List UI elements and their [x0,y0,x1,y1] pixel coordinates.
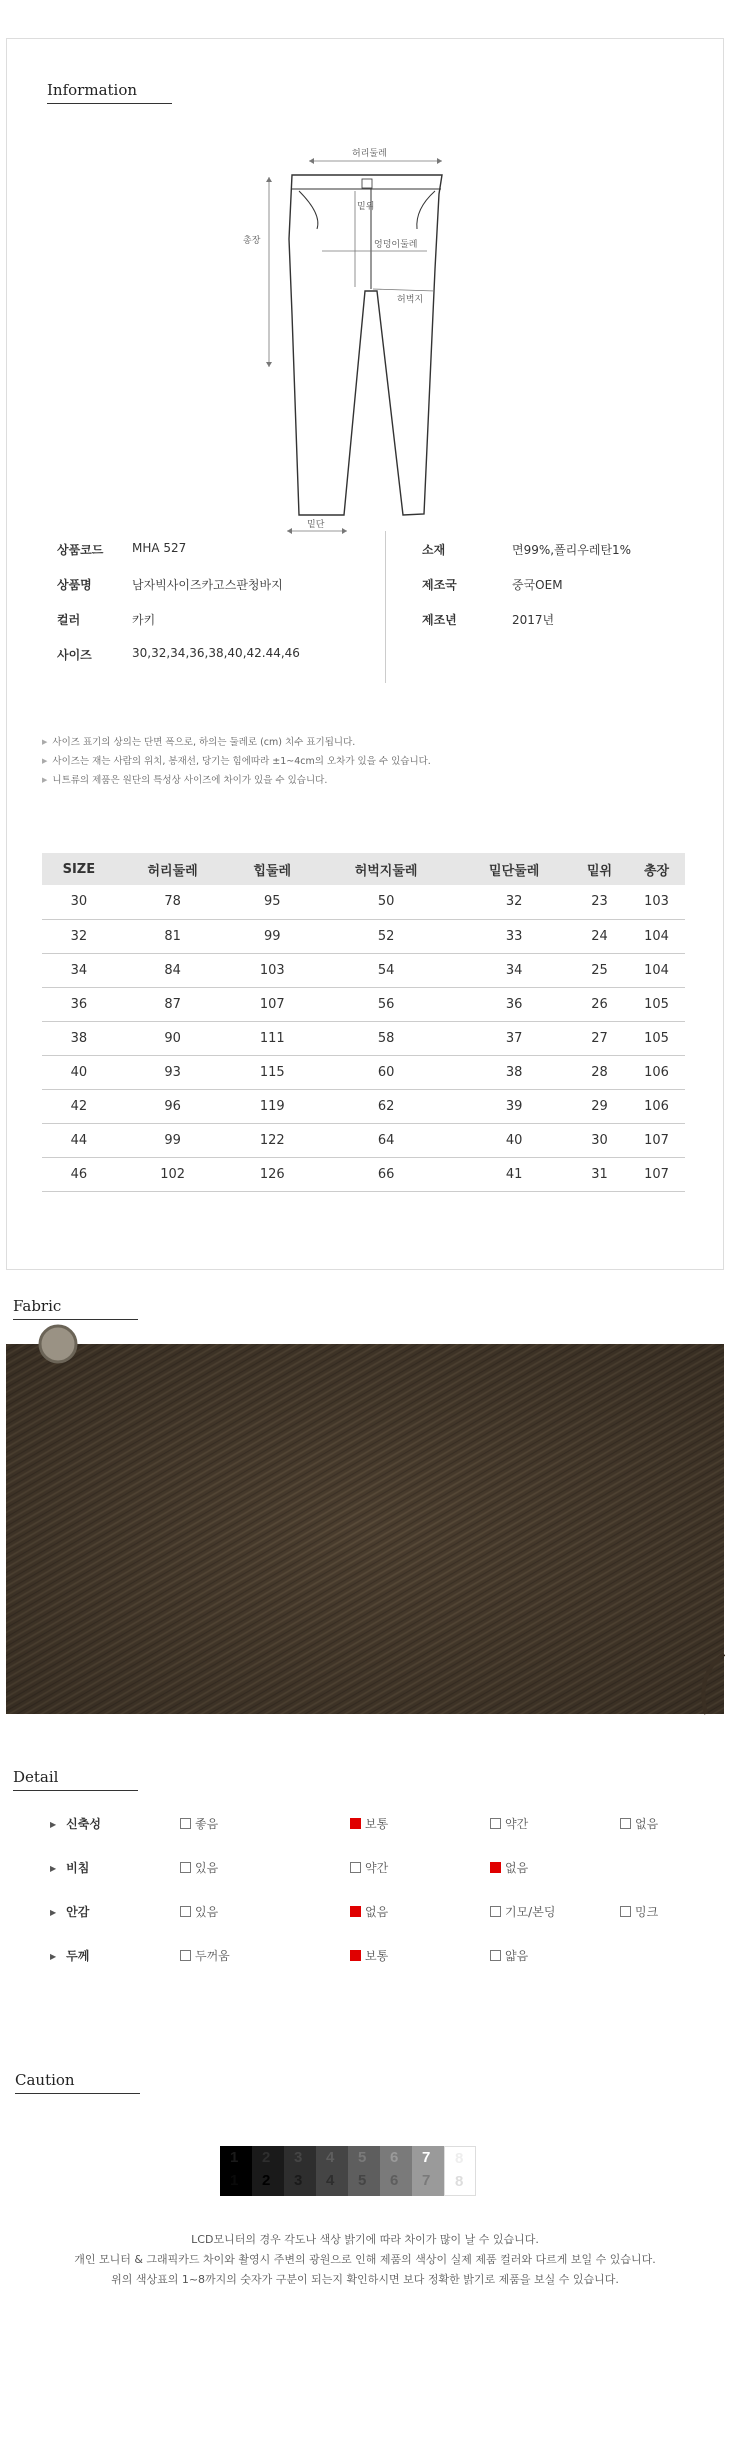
size-cell: 34 [457,953,571,987]
detail-option-label: 있음 [195,1861,219,1875]
size-cell: 60 [315,1055,457,1089]
scale-cell [284,2146,316,2196]
size-cell: 104 [628,919,685,953]
scale-number: 3 [294,2172,303,2189]
size-cell: 99 [116,1123,230,1157]
size-table [42,853,685,1192]
note-item: ▶ 니트류의 제품은 원단의 특성상 사이즈에 차이가 있을 수 있습니다. [42,771,431,790]
size-cell: 38 [457,1055,571,1089]
size-row [42,1089,685,1123]
detail-option-label: 보통 [365,1949,389,1963]
size-cell: 93 [116,1055,230,1089]
checkbox-empty-icon [180,1950,191,1961]
checkbox-empty-icon [490,1818,501,1829]
caution-text [0,2230,730,2290]
detail-option [490,1947,528,1964]
spec-code-value: MHA 527 [132,541,187,555]
checkbox-empty-icon [490,1906,501,1917]
scale-number: 6 [390,2172,399,2189]
size-cell: 84 [116,953,230,987]
size-table-header [42,853,685,885]
detail-option-label: 없음 [505,1861,529,1875]
size-cell: 96 [116,1089,230,1123]
scale-number: 4 [326,2149,335,2166]
size-cell: 105 [628,987,685,1021]
spec-country-label: 제조국 [422,578,457,592]
scale-cell [444,2146,476,2196]
spec-code-label: 상품코드 [57,543,104,557]
detail-row [50,1903,690,1947]
checkbox-empty-icon [180,1906,191,1917]
size-cell: 39 [457,1089,571,1123]
detail-label: ▶ 안감 [50,1903,89,1920]
checkbox-empty-icon [620,1818,631,1829]
size-cell: 36 [457,987,571,1021]
spec-size-value: 30,32,34,36,38,40,42.44,46 [132,646,300,660]
size-cell: 33 [457,919,571,953]
checkbox-checked-icon [350,1818,361,1829]
spec-material-value: 면99%,폴리우레탄1% [512,543,632,557]
detail-option-label: 있음 [195,1905,219,1919]
scale-number: 7 [422,2172,431,2189]
detail-option-label: 밍크 [635,1905,659,1919]
size-cell: 115 [230,1055,315,1089]
spec-size-label: 사이즈 [57,648,92,662]
scale-number: 3 [294,2149,303,2166]
detail-option-label: 보통 [365,1817,389,1831]
spec-name-value: 남자빅사이즈카고스판청바지 [132,578,283,592]
detail-panel [50,1815,690,1991]
size-cell: 54 [315,953,457,987]
size-cell: 31 [571,1157,628,1191]
size-row [42,953,685,987]
length-label: 총장 [243,236,261,246]
scale-cell [220,2146,252,2196]
size-cell: 42 [42,1089,116,1123]
checkbox-empty-icon [180,1818,191,1829]
size-cell: 78 [116,885,230,919]
size-cell: 62 [315,1089,457,1123]
size-cell: 37 [457,1021,571,1055]
size-cell: 107 [628,1123,685,1157]
size-cell: 28 [571,1055,628,1089]
size-cell: 41 [457,1157,571,1191]
spec-country-value: 중국OEM [512,578,563,592]
checkbox-empty-icon [620,1906,631,1917]
size-cell: 103 [628,885,685,919]
spec-color-value: 카키 [132,613,156,627]
size-cell: 30 [571,1123,628,1157]
detail-option-label: 두꺼움 [195,1949,230,1963]
size-cell: 106 [628,1055,685,1089]
checkbox-checked-icon [350,1906,361,1917]
size-cell: 105 [628,1021,685,1055]
size-cell: 25 [571,953,628,987]
size-cell: 29 [571,1089,628,1123]
hip-label: 엉덩이둘레 [374,240,418,250]
size-cell: 40 [42,1055,116,1089]
detail-row [50,1947,690,1991]
size-cell: 23 [571,885,628,919]
detail-option [620,1815,658,1832]
col-hip: 힙둘레 [230,853,315,885]
note-item: ▶ 사이즈 표기의 상의는 단면 폭으로, 하의는 둘레로 (cm) 치수 표기됩니다. [42,733,431,752]
size-cell: 102 [116,1157,230,1191]
col-rise: 밑위 [571,853,628,885]
spec-divider [385,531,386,683]
size-row [42,1021,685,1055]
detail-option-label: 없음 [635,1817,659,1831]
size-cell: 104 [628,953,685,987]
scale-number: 4 [326,2172,335,2189]
size-cell: 58 [315,1021,457,1055]
spec-color-label: 컬러 [57,613,81,627]
scale-number: 7 [422,2149,431,2166]
size-cell: 111 [230,1021,315,1055]
col-thigh: 허벅지둘레 [315,853,457,885]
size-cell: 38 [42,1021,116,1055]
detail-option [620,1903,658,1920]
size-cell: 26 [571,987,628,1021]
size-cell: 107 [230,987,315,1021]
size-cell: 122 [230,1123,315,1157]
size-cell: 103 [230,953,315,987]
detail-option [350,1947,388,1964]
scale-number: 1 [230,2172,239,2189]
information-title: Information [47,81,172,104]
size-cell: 95 [230,885,315,919]
size-cell: 99 [230,919,315,953]
checkbox-empty-icon [180,1862,191,1873]
col-waist: 허리둘레 [116,853,230,885]
size-cell: 32 [457,885,571,919]
detail-option-label: 약간 [505,1817,529,1831]
detail-option [180,1903,218,1920]
size-cell: 32 [42,919,116,953]
size-cell: 90 [116,1021,230,1055]
size-cell: 119 [230,1089,315,1123]
checkbox-checked-icon [350,1950,361,1961]
size-cell: 30 [42,885,116,919]
size-cell: 107 [628,1157,685,1191]
thigh-label: 허벅지 [397,295,424,305]
scale-number: 6 [390,2149,399,2166]
detail-option-label: 기모/본딩 [505,1905,556,1919]
size-row [42,987,685,1021]
size-cell: 50 [315,885,457,919]
pants-diagram [243,139,477,554]
note-item: ▶ 사이즈는 재는 사람의 위치, 봉재선, 당기는 힘에따라 ±1~4cm의 오차가 있을 수 있습니다. [42,752,431,771]
detail-option [350,1815,388,1832]
size-cell: 66 [315,1157,457,1191]
waist-label: 허리둘레 [352,149,387,159]
scale-cell [252,2146,284,2196]
detail-option [350,1903,388,1920]
scale-number: 8 [455,2173,464,2190]
col-hem: 밑단둘레 [457,853,571,885]
size-cell: 52 [315,919,457,953]
rise-label: 밑위 [357,202,375,212]
col-length: 총장 [628,853,685,885]
detail-label: ▶ 두께 [50,1947,89,1964]
size-cell: 81 [116,919,230,953]
caution-title: Caution [15,2071,140,2094]
scale-cell [380,2146,412,2196]
size-cell: 46 [42,1157,116,1191]
size-cell: 27 [571,1021,628,1055]
checkbox-empty-icon [490,1950,501,1961]
scale-cell [412,2146,444,2196]
fabric-photo [6,1344,724,1714]
scale-number: 5 [358,2172,367,2189]
scale-number: 1 [230,2149,239,2166]
spec-year-value: 2017년 [512,613,555,627]
size-row [42,885,685,919]
size-cell: 106 [628,1089,685,1123]
col-size: SIZE [42,853,116,885]
size-row [42,1123,685,1157]
detail-option [490,1903,555,1920]
size-cell: 24 [571,919,628,953]
checkbox-checked-icon [490,1862,501,1873]
scale-cell [348,2146,380,2196]
size-row [42,919,685,953]
detail-option-label: 없음 [365,1905,389,1919]
detail-option [180,1815,218,1832]
scale-cell [316,2146,348,2196]
detail-option [350,1859,388,1876]
size-row [42,1055,685,1089]
caution-line: 위의 색상표의 1~8까지의 숫자가 구분이 되는지 확인하시면 보다 정확한 밝기로 제품을 보실 수 있습니다. [111,2273,619,2286]
spec-material-label: 소재 [422,543,446,557]
scale-number: 2 [262,2172,271,2189]
spec-name-label: 상품명 [57,578,92,592]
size-cell: 36 [42,987,116,1021]
fabric-texture [6,1344,724,1714]
caution-line: 개인 모니터 & 그래픽카드 차이와 촬영시 주변의 광원으로 인해 제품의 색상이 실제 제품 컬러와 다르게 보일 수 있습니다. [74,2253,656,2266]
detail-row [50,1815,690,1859]
caution-line: LCD모니터의 경우 각도나 색상 밝기에 따라 차이가 많이 날 수 있습니다. [191,2233,539,2246]
checkbox-empty-icon [350,1862,361,1873]
fabric-title: Fabric [13,1297,138,1320]
detail-label: ▶ 비침 [50,1859,89,1876]
size-cell: 40 [457,1123,571,1157]
size-cell: 34 [42,953,116,987]
size-cell: 44 [42,1123,116,1157]
detail-option [490,1859,528,1876]
size-notes [42,733,431,790]
detail-option [490,1815,528,1832]
detail-title: Detail [13,1768,138,1791]
size-cell: 56 [315,987,457,1021]
size-cell: 87 [116,987,230,1021]
scale-number: 8 [455,2150,464,2167]
detail-label: ▶ 신축성 [50,1815,101,1832]
scale-number: 2 [262,2149,271,2166]
spec-year-label: 제조년 [422,613,457,627]
detail-option-label: 얇음 [505,1949,529,1963]
size-cell: 64 [315,1123,457,1157]
scale-number: 5 [358,2149,367,2166]
detail-option-label: 약간 [365,1861,389,1875]
detail-option [180,1859,218,1876]
detail-option [180,1947,230,1964]
detail-option-label: 좋음 [195,1817,219,1831]
size-cell: 126 [230,1157,315,1191]
brightness-scale [220,2146,476,2196]
detail-row [50,1859,690,1903]
size-row [42,1157,685,1191]
hem-label: 밑단 [307,520,325,530]
